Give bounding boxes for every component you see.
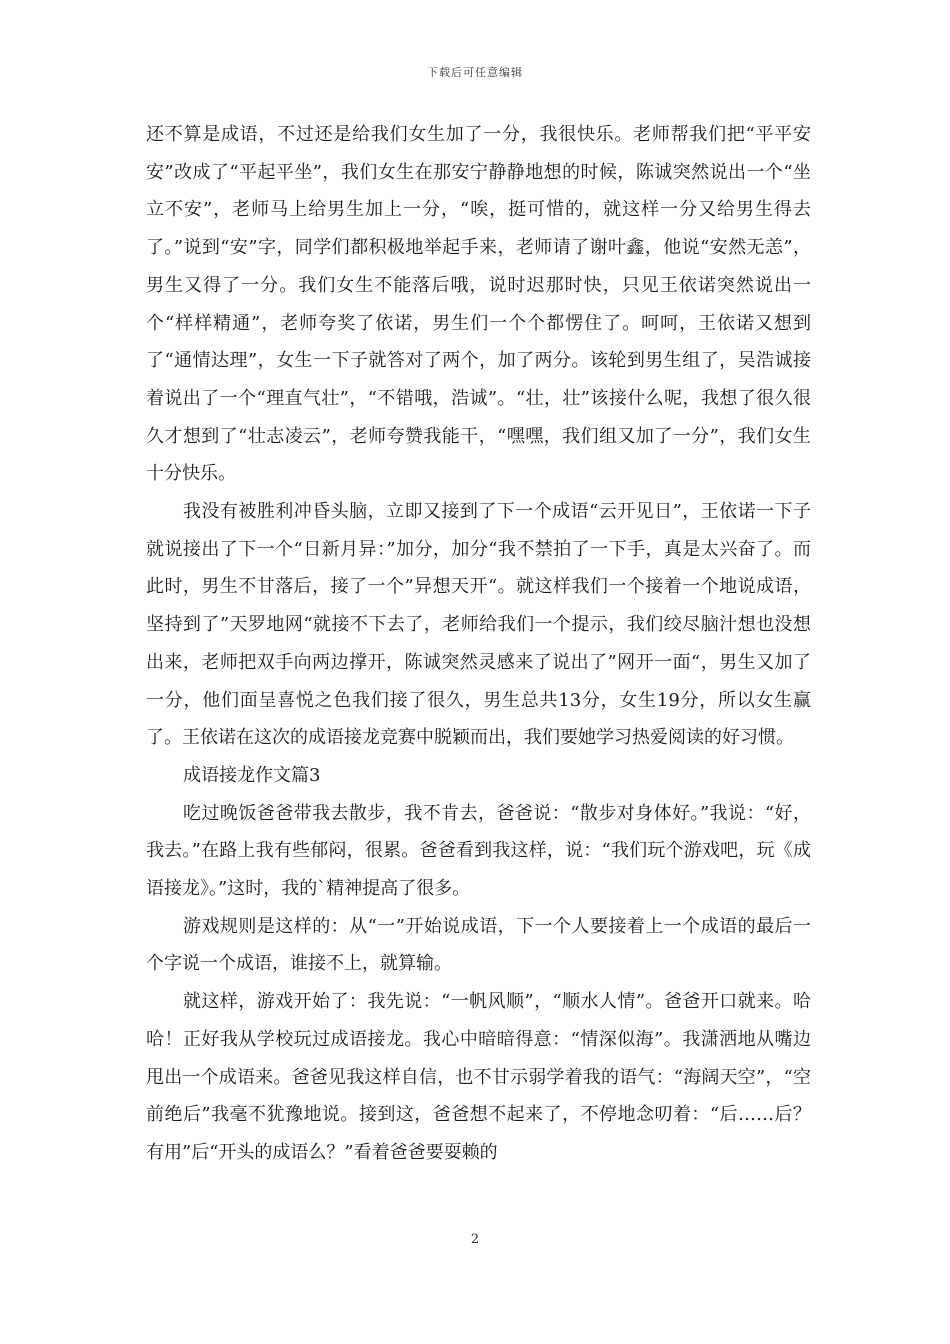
paragraph: 就这样，游戏开始了：我先说：“一帆风顺”，“顺水人情”。爸爸开口就来。哈哈！正好我从学校玩过成语接龙。我心中暗暗得意：“情深似海”。我潇洒地从嘴边甩出一个成语来。爸爸见我这样自信，也不甘示弱学着我的语气：“海阔天空”，“空前绝后”我毫不犹豫地说。接到这，爸爸想不起来了，不停地念叨着：“后……后？有用”后“开头的成语么？”看着爸爸要耍赖的 xyxy=(146,991,811,1163)
section-heading: 成语接龙作文篇3 xyxy=(183,764,321,786)
paragraph: 还不算是成语，不过还是给我们女生加了一分，我很快乐。老师帮我们把“平平安安”改成了“平起平坐”，我们女生在那安宁静静地想的时候，陈诚突然说出一个“坐立不安”，老师马上给男生加上一分，“唉，挺可惜的，就这样一分又给男生得去了。”说到“安”字，同学们都积极地举起手来，老师请了谢叶鑫，他说“安然无恙”，男生又得了一分。我们女生不能落后哦，说时迟那时快，只见王依诺突然说出一个“样样精通”，老师夸奖了依诺，男生们一个个都愣住了。呵呵，王依诺又想到了“通情达理”，女生一下子就答对了两个，加了两分。该轮到男生组了，吴浩诚接着说出了一个“理直气壮”，“不错哦，浩诚”。“壮，壮”该接什么呢，我想了很久很久才想到了“壮志凌云”，老师夸赞我能干，“嘿嘿，我们组又加了一分”，我们女生十分快乐。 xyxy=(146,124,811,485)
document-body xyxy=(146,116,811,1172)
page-header: 下载后可任意编辑 xyxy=(427,66,523,79)
paragraph: 我没有被胜利冲昏头脑，立即又接到了下一个成语“云开见日”，王依诺一下子就说接出了下一个“日新月异：”加分，加分“我不禁拍了一下手，真是太兴奋了。而此时，男生不甘落后，接了一个”异想天开“。就这样我们一个接着一个地说成语，坚持到了”天罗地网“就接不下去了，老师给我们一个提示，我们绞尽脑汁想也没想出来，老师把双手向两边撑开，陈诚突然灵感来了说出了”网开一面“，男生又加了一分，他们面呈喜悦之色我们接了很久，男生总共13分，女生19分，所以女生赢了。王依诺在这次的成语接龙竞赛中脱颖而出，我们要她学习热爱阅读的好习惯。 xyxy=(146,501,811,749)
page-number: 2 xyxy=(470,1232,480,1247)
paragraph: 游戏规则是这样的：从“一”开始说成语，下一个人要接着上一个成语的最后一个字说一个成语，谁接不上，就算输。 xyxy=(146,915,811,975)
paragraph: 吃过晚饭爸爸带我去散步，我不肯去，爸爸说：“散步对身体好。”我说：“好，我去。”在路上我有些郁闷，很累。爸爸看到我这样，说：“我们玩个游戏吧，玩《成语接龙》。”这时，我的`精神提高了很多。 xyxy=(146,802,811,900)
